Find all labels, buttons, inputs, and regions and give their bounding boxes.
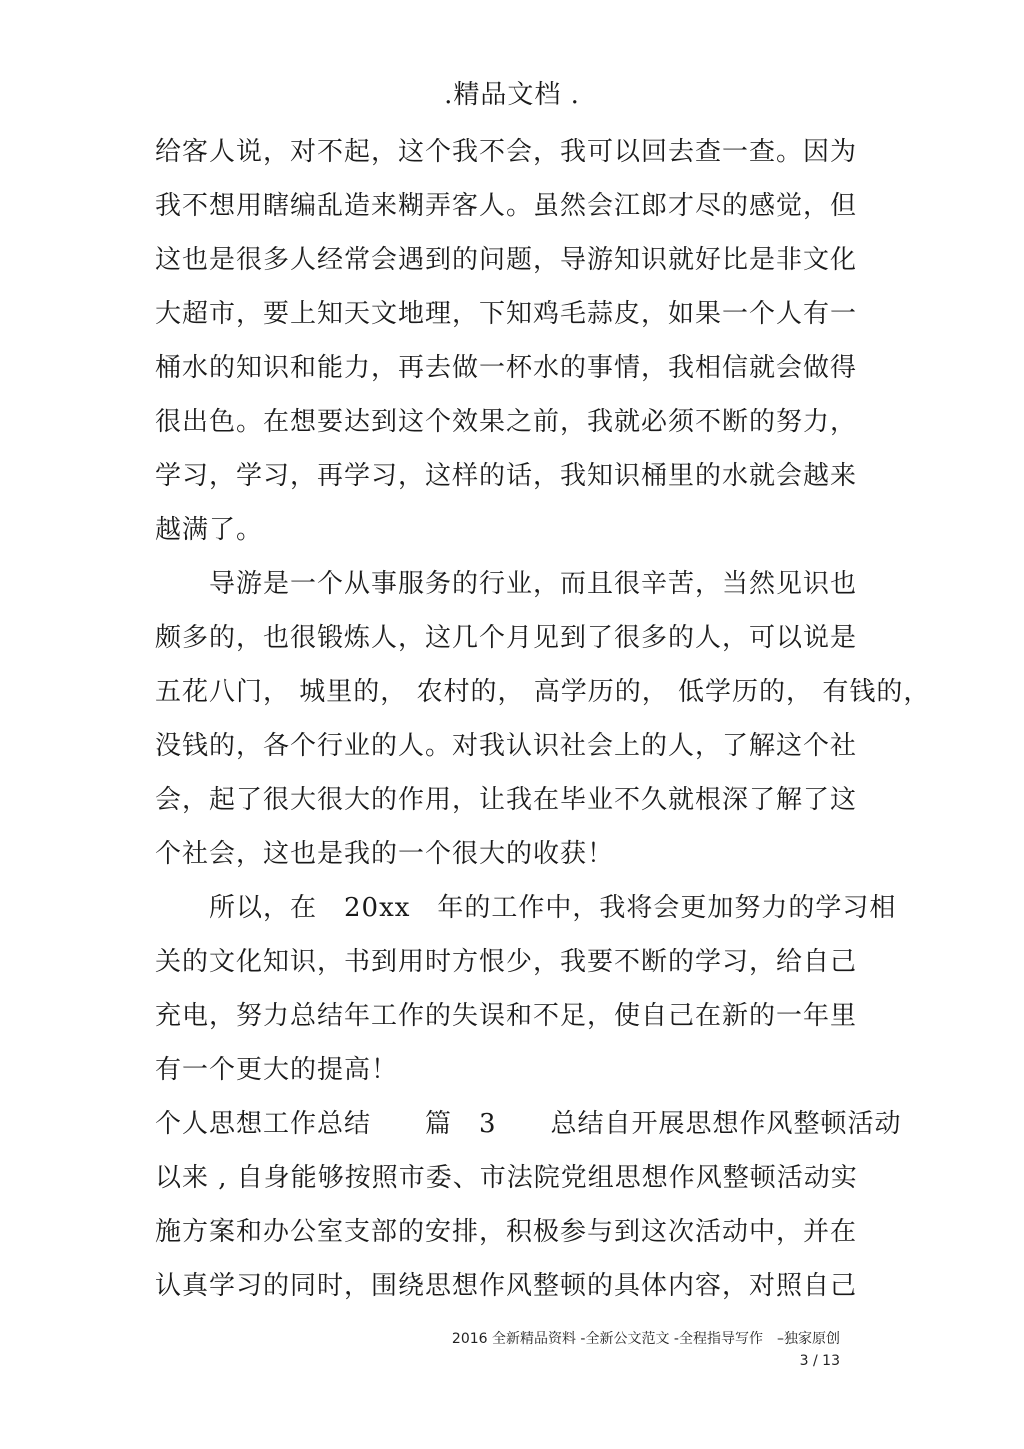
footer-tagline: 2016 全新精品资料 -全新公文范文 -全程指导写作 –独家原创 [451, 1331, 840, 1347]
text-line: 有一个更大的提高！ [155, 1055, 399, 1085]
text-line: 施方案和办公室支部的安排，积极参与到这次活动中，并在 [155, 1217, 858, 1247]
text-line: 认真学习的同时，围绕思想作风整顿的具体内容，对照自己 [155, 1271, 858, 1301]
text-line: 大超市，要上知天文地理，下知鸡毛蒜皮，如果一个人有一 [155, 299, 858, 329]
text-line: 以来 , 自身能够按照市委、市法院党组思想作风整顿活动实 [155, 1163, 858, 1193]
text-line: 关的文化知识，书到用时方恨少，我要不断的学习，给自己 [155, 947, 858, 977]
text-line: 这也是很多人经常会遇到的问题，导游知识就好比是非文化 [155, 245, 858, 275]
text-line: 导游是一个从事服务的行业，而且很辛苦，当然见识也 [155, 569, 858, 599]
text-line: 很出色。在想要达到这个效果之前，我就必须不断的努力， [155, 407, 858, 437]
text-line: 个社会，这也是我的一个很大的收获！ [155, 839, 615, 869]
page-footer [360, 1328, 840, 1372]
text-line: 会，起了很大很大的作用，让我在毕业不久就根深了解了这 [155, 785, 858, 815]
text-line: 所以，在 20xx 年的工作中，我将会更加努力的学习相 [155, 893, 897, 923]
text-line: 没钱的，各个行业的人。对我认识社会上的人，了解这个社 [155, 731, 858, 761]
text-line: 充电，努力总结年工作的失误和不足，使自己在新的一年里 [155, 1001, 858, 1031]
text-line: 五花八门， 城里的， 农村的， 高学历的， 低学历的， 有钱的， [155, 677, 931, 707]
text-line: 给客人说，对不起，这个我不会，我可以回去查一查。因为 [155, 137, 858, 167]
text-line: 桶水的知识和能力，再去做一杯水的事情，我相信就会做得 [155, 353, 858, 383]
page-header: .精品文档 . [444, 80, 580, 110]
text-line: 个人思想工作总结 篇 3 总结自开展思想作风整顿活动 [155, 1109, 902, 1139]
text-line: 越满了。 [155, 515, 264, 545]
text-line: 我不想用瞎编乱造来糊弄客人。虽然会江郎才尽的感觉，但 [155, 191, 858, 221]
text-line: 颇多的，也很锻炼人，这几个月见到了很多的人，可以说是 [155, 623, 858, 653]
page-number: 3 / 13 [799, 1353, 840, 1369]
body-text [155, 125, 931, 1313]
text-line: 学习，学习，再学习，这样的话，我知识桶里的水就会越来 [155, 461, 858, 491]
